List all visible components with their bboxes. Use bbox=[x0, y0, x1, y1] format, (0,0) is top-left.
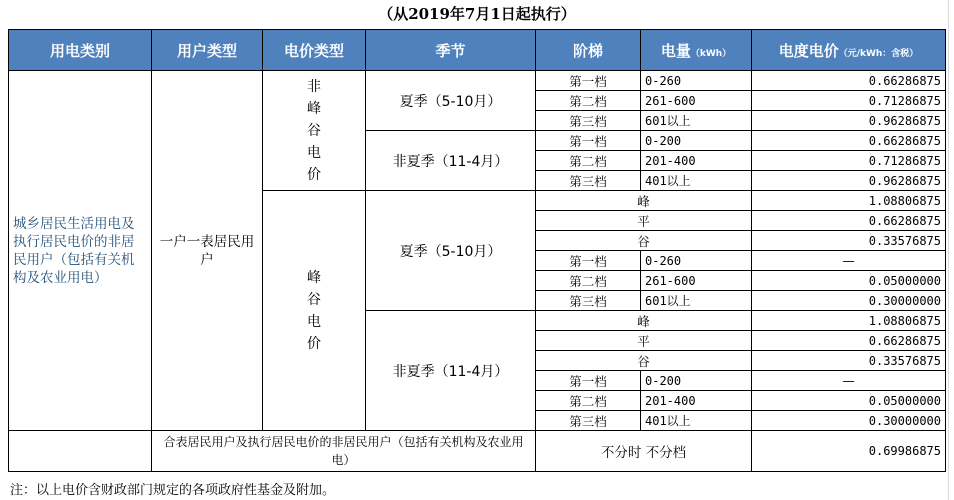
season-non-summer: 非夏季（11-4月） bbox=[366, 311, 536, 431]
tou-period-cell: 峰 bbox=[536, 311, 752, 331]
header-category: 用电类别 bbox=[9, 30, 152, 71]
category-cell: 城乡居民生活用电及执行居民电价的非居民用户（包括有关机构及农业用电） bbox=[9, 71, 152, 431]
season-non-summer: 非夏季（11-4月） bbox=[366, 131, 536, 191]
price-cell: 1.08806875 bbox=[752, 191, 946, 211]
user-type-cell: 一户一表居民用户 bbox=[152, 71, 263, 431]
price-type-label: 峰谷电价 bbox=[307, 269, 321, 352]
header-user-type: 用户类型 bbox=[152, 30, 263, 71]
season-summer: 夏季（5-10月） bbox=[366, 71, 536, 131]
price-cell: 0.05000000 bbox=[752, 271, 946, 291]
range-cell: 261-600 bbox=[641, 271, 752, 291]
tier-cell: 第三档 bbox=[536, 171, 641, 191]
tou-period-cell: 谷 bbox=[536, 231, 752, 251]
tou-period-cell: 峰 bbox=[536, 191, 752, 211]
range-cell: 0-200 bbox=[641, 371, 752, 391]
tier-cell: 第三档 bbox=[536, 291, 641, 311]
price-cell: 0.05000000 bbox=[752, 391, 946, 411]
price-cell: 0.33576875 bbox=[752, 231, 946, 251]
tou-period-cell: 平 bbox=[536, 331, 752, 351]
tier-cell: 第一档 bbox=[536, 371, 641, 391]
price-type-peak-valley bbox=[263, 191, 366, 431]
header-tier: 阶梯 bbox=[536, 30, 641, 71]
price-cell: 0.66286875 bbox=[752, 71, 946, 91]
tier-cell: 第二档 bbox=[536, 271, 641, 291]
price-cell: 0.66286875 bbox=[752, 211, 946, 231]
tier-cell: 第二档 bbox=[536, 91, 641, 111]
header-price-type: 电价类型 bbox=[263, 30, 366, 71]
range-cell: 401以上 bbox=[641, 411, 752, 431]
tier-cell: 第三档 bbox=[536, 411, 641, 431]
price-cell: 0.66286875 bbox=[752, 131, 946, 151]
header-usage-unit: （kWh） bbox=[690, 48, 732, 59]
price-cell: 0.33576875 bbox=[752, 351, 946, 371]
range-cell: 261-600 bbox=[641, 91, 752, 111]
tou-period-cell: 谷 bbox=[536, 351, 752, 371]
combined-label: 合表居民用户及执行居民电价的非居民用户（包括有关机构及农业用电） bbox=[152, 431, 536, 472]
header-price-unit: （元/kWh：含税） bbox=[838, 48, 919, 59]
season-summer: 夏季（5-10月） bbox=[366, 191, 536, 311]
tier-cell: 第三档 bbox=[536, 111, 641, 131]
range-cell: 601以上 bbox=[641, 291, 752, 311]
header-season: 季节 bbox=[366, 30, 536, 71]
range-cell: 0-260 bbox=[641, 71, 752, 91]
price-type-non-peak-valley bbox=[263, 71, 366, 191]
price-table bbox=[8, 29, 946, 472]
tou-period-cell: 平 bbox=[536, 211, 752, 231]
table-row bbox=[9, 71, 946, 91]
range-cell: 201-400 bbox=[641, 151, 752, 171]
price-cell: 0.71286875 bbox=[752, 151, 946, 171]
combined-price: 0.69986875 bbox=[752, 431, 946, 472]
range-cell: 601以上 bbox=[641, 111, 752, 131]
tier-cell: 第一档 bbox=[536, 251, 641, 271]
tier-cell: 第二档 bbox=[536, 391, 641, 411]
range-cell: 401以上 bbox=[641, 171, 752, 191]
table-title: （从2019年7月1日起执行） bbox=[378, 5, 576, 23]
header-price bbox=[752, 30, 946, 71]
price-cell: 0.96286875 bbox=[752, 111, 946, 131]
combined-mode: 不分时 不分档 bbox=[536, 431, 752, 472]
price-cell: 0.30000000 bbox=[752, 291, 946, 311]
tier-cell: 第一档 bbox=[536, 71, 641, 91]
price-cell: 0.71286875 bbox=[752, 91, 946, 111]
price-cell: 0.66286875 bbox=[752, 331, 946, 351]
price-cell: — bbox=[752, 371, 946, 391]
price-cell: 0.96286875 bbox=[752, 171, 946, 191]
price-cell: 0.30000000 bbox=[752, 411, 946, 431]
sheet-gridline bbox=[948, 0, 954, 500]
header-price-label: 电度电价 bbox=[778, 41, 839, 60]
range-cell: 0-260 bbox=[641, 251, 752, 271]
range-cell: 201-400 bbox=[641, 391, 752, 411]
price-cell: — bbox=[752, 251, 946, 271]
tier-cell: 第二档 bbox=[536, 151, 641, 171]
range-cell: 0-200 bbox=[641, 131, 752, 151]
header-usage bbox=[641, 30, 752, 71]
price-type-label: 非峰谷电价 bbox=[307, 78, 321, 183]
combined-row bbox=[9, 431, 946, 472]
footnote: 注：以上电价含财政部门规定的各项政府性基金及附加。 bbox=[10, 483, 336, 498]
header-usage-label: 电量 bbox=[660, 41, 691, 60]
price-cell: 1.08806875 bbox=[752, 311, 946, 331]
tier-cell: 第一档 bbox=[536, 131, 641, 151]
header-row bbox=[9, 30, 946, 71]
